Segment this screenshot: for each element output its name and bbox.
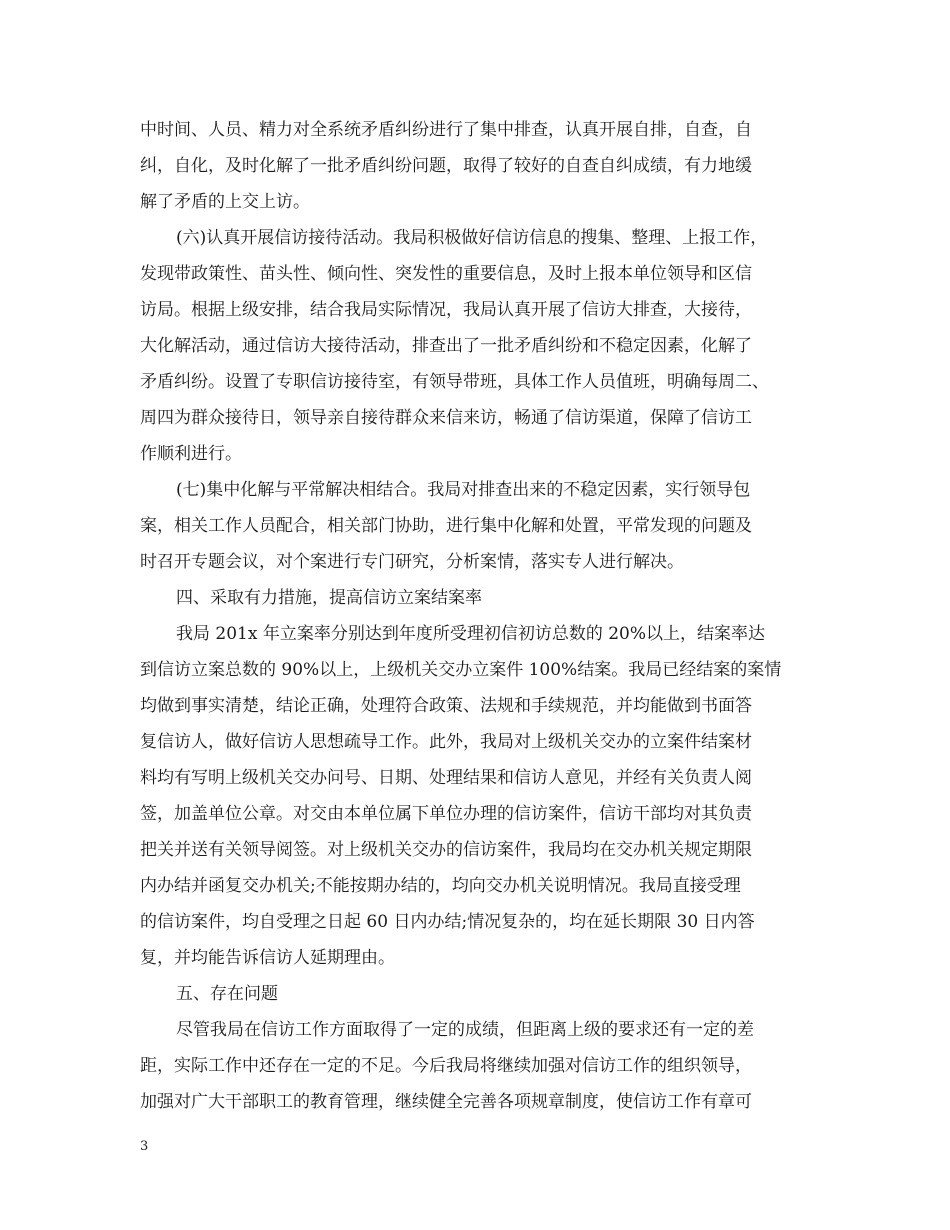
line-text: 内办结并函复交办机关;不能按期办结的，均向交办机关说明情况。我局直接受理 [140, 876, 741, 896]
line-text: 到信访立案总数的 90%以上，上级机关交办立案件 100%结案。我局已经结案的案情 [140, 660, 782, 680]
line-text: 均做到事实清楚，结论正确，处理符合政策、法规和手续规范，并均能做到书面答 [140, 696, 752, 716]
line-text: 我局 201x 年立案率分别达到年度所受理初信初访总数的 20%以上，结案率达 [176, 624, 766, 644]
line-text: 尽管我局在信访工作方面取得了一定的成绩，但距离上级的要求还有一定的差 [176, 1020, 754, 1040]
section-heading [0, 982, 950, 1006]
text-line [0, 298, 950, 322]
line-text: 矛盾纠纷。设置了专职信访接待室，有领导带班，具体工作人员值班，明确每周二、 [140, 372, 769, 392]
line-text: 时召开专题会议，对个案进行专门研究，分析案情，落实专人进行解决。 [140, 552, 684, 572]
text-line [0, 802, 950, 826]
text-line [0, 550, 950, 574]
line-text: 把关并送有关领导阅签。对上级机关交办的信访案件，我局均在交办机关规定期限 [140, 840, 752, 860]
line-text: 大化解活动，通过信访大接待活动，排查出了一批矛盾纠纷和不稳定因素，化解了 [140, 336, 752, 356]
line-text: 的信访案件，均自受理之日起 60 日内办结;情况复杂的，均在延长期限 30 日内答 [140, 912, 755, 932]
line-text: (七)集中化解与平常解决相结合。我局对排查出来的不稳定因素，实行领导包 [176, 480, 751, 500]
text-line [0, 442, 950, 466]
text-line [0, 694, 950, 718]
text-line [0, 838, 950, 862]
text-line [0, 658, 950, 682]
page-number: 3 [140, 1139, 149, 1154]
heading-text: 四、采取有力措施，提高信访立案结案率 [176, 588, 482, 608]
line-text: 作顺利进行。 [140, 444, 242, 464]
line-text: 访局。根据上级安排，结合我局实际情况，我局认真开展了信访大排查，大接待， [140, 300, 752, 320]
line-text: 解了矛盾的上交上访。 [140, 192, 310, 212]
line-text: 周四为群众接待日，领导亲自接待群众来信来访，畅通了信访渠道，保障了信访工 [140, 408, 752, 428]
text-line [0, 190, 950, 214]
text-line [0, 334, 950, 358]
text-line [0, 1018, 950, 1042]
text-line [0, 622, 950, 646]
section-heading [0, 586, 950, 610]
text-line [0, 1054, 950, 1078]
text-line [0, 874, 950, 898]
text-line [0, 406, 950, 430]
line-text: 加强对广大干部职工的教育管理，继续健全完善各项规章制度，使信访工作有章可 [140, 1092, 752, 1112]
text-line [0, 946, 950, 970]
line-text: 发现带政策性、苗头性、倾向性、突发性的重要信息，及时上报本单位领导和区信 [140, 264, 752, 284]
text-line [0, 730, 950, 754]
line-text: 中时间、人员、精力对全系统矛盾纠纷进行了集中排查，认真开展自排，自查，自 [140, 120, 752, 140]
text-line [0, 118, 950, 142]
line-text: 签，加盖单位公章。对交由本单位属下单位办理的信访案件，信访干部均对其负责 [140, 804, 752, 824]
text-line [0, 766, 950, 790]
line-text: 案，相关工作人员配合，相关部门协助，进行集中化解和处置，平常发现的问题及 [140, 516, 752, 536]
line-text: (六)认真开展信访接待活动。我局积极做好信访信息的搜集、整理、上报工作， [176, 228, 768, 248]
text-line [0, 226, 950, 250]
text-line [0, 514, 950, 538]
text-line [0, 370, 950, 394]
text-line [0, 910, 950, 934]
line-text: 复，并均能告诉信访人延期理由。 [140, 948, 395, 968]
text-line [0, 478, 950, 502]
text-line [0, 154, 950, 178]
text-line [0, 262, 950, 286]
line-text: 料均有写明上级机关交办问号、日期、处理结果和信访人意见，并经有关负责人阅 [140, 768, 752, 788]
line-text: 距，实际工作中还存在一定的不足。今后我局将继续加强对信访工作的组织领导， [140, 1056, 752, 1076]
heading-text: 五、存在问题 [176, 984, 278, 1004]
text-line [0, 1090, 950, 1114]
line-text: 复信访人，做好信访人思想疏导工作。此外，我局对上级机关交办的立案件结案材 [140, 732, 752, 752]
line-text: 纠，自化，及时化解了一批矛盾纠纷问题，取得了较好的自查自纠成绩，有力地缓 [140, 156, 752, 176]
